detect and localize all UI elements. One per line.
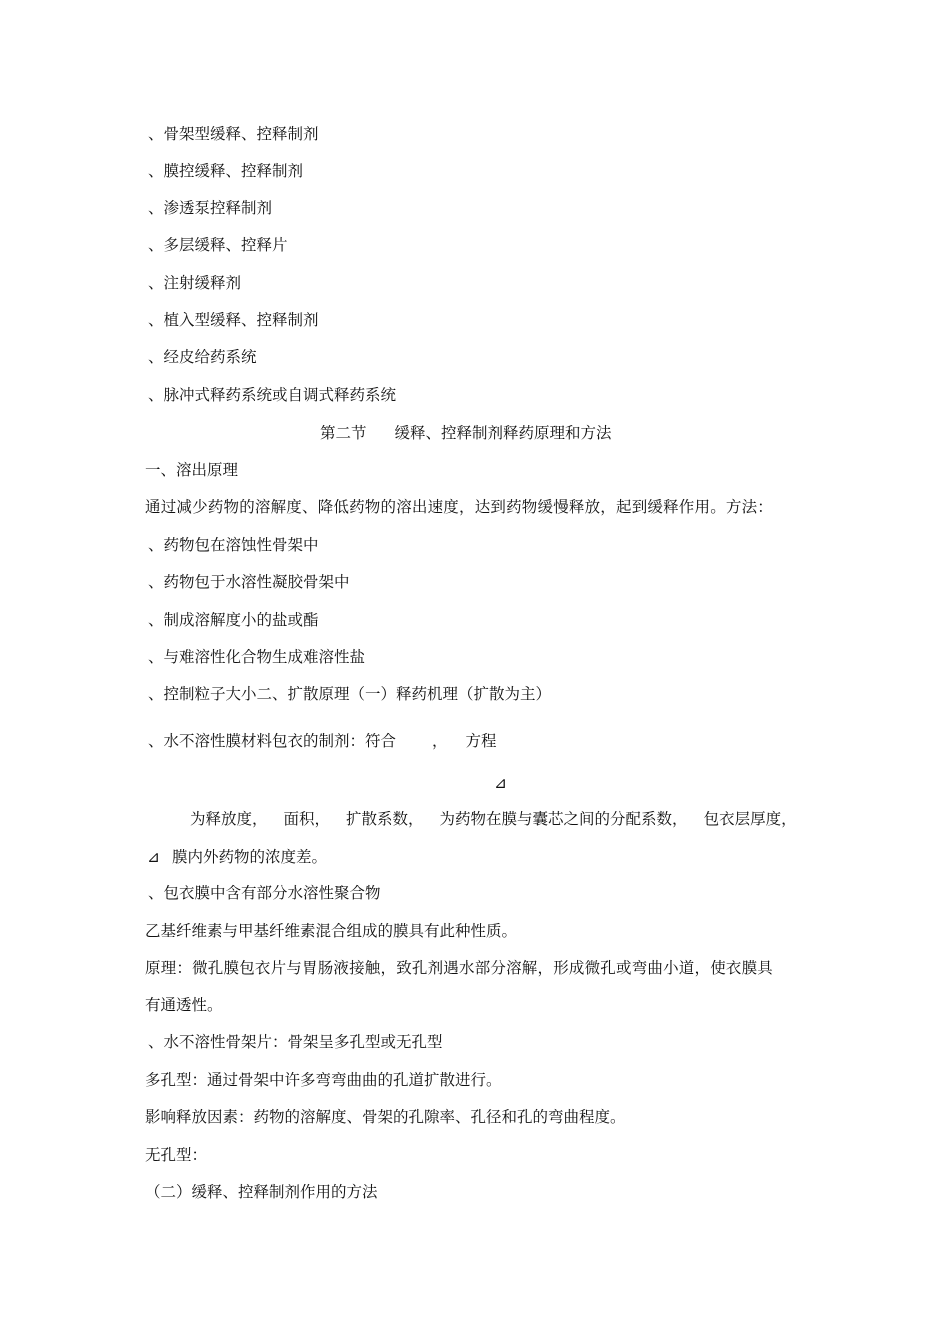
list-item: 、骨架型缓释、控释制剂 xyxy=(148,125,319,143)
paragraph: 乙基纤维素与甲基纤维素混合组成的膜具有此种性质。 xyxy=(145,922,518,940)
list-item: 、膜控缓释、控释制剂 xyxy=(148,162,304,180)
formula-symbol: ⊿ xyxy=(494,774,507,792)
definition-partition: 为药物在膜与囊芯之间的分配系数， xyxy=(439,810,688,828)
formula-definitions-cont xyxy=(147,847,327,867)
definition-thickness: 包衣层厚度， xyxy=(703,810,797,828)
delta-symbol: ⊿ xyxy=(147,848,160,866)
list-item: 、多层缓释、控释片 xyxy=(148,236,288,254)
list-item: 、制成溶解度小的盐或酯 xyxy=(148,611,319,629)
definition-concentration: 膜内外药物的浓度差。 xyxy=(172,848,328,866)
subsection-heading: （二）缓释、控释制剂作用的方法 xyxy=(145,1183,378,1201)
paragraph: 有通透性。 xyxy=(145,996,223,1014)
paragraph: 通过减少药物的溶解度、降低药物的溶出速度，达到药物缓慢释放，起到缓释作用。方法： xyxy=(145,498,774,516)
list-item: 、药物包在溶蚀性骨架中 xyxy=(148,536,319,554)
list-item: 、包衣膜中含有部分水溶性聚合物 xyxy=(148,884,381,902)
list-item: 、水不溶性骨架片：骨架呈多孔型或无孔型 xyxy=(148,1033,443,1051)
list-item: 、脉冲式释药系统或自调式释药系统 xyxy=(148,386,397,404)
list-item: 、药物包于水溶性凝胶骨架中 xyxy=(148,573,350,591)
list-item: 、注射缓释剂 xyxy=(148,274,242,292)
section-number: 第二节 xyxy=(320,424,367,442)
subsection-heading: 一、溶出原理 xyxy=(145,461,239,479)
definition-release: 为释放度， xyxy=(190,810,268,828)
list-item: 、控制粒子大小二、扩散原理（一）释药机理（扩散为主） xyxy=(148,685,552,703)
paragraph: 影响释放因素：药物的溶解度、骨架的孔隙率、孔径和孔的弯曲程度。 xyxy=(145,1108,626,1126)
list-item xyxy=(148,731,497,751)
list-item: 、经皮给药系统 xyxy=(148,348,257,366)
section-title xyxy=(320,423,612,443)
coated-text: 、水不溶性膜材料包衣的制剂：符合 xyxy=(148,732,397,750)
paragraph: 无孔型： xyxy=(145,1146,208,1164)
paragraph: 原理：微孔膜包衣片与胃肠液接触，致孔剂遇水部分溶解，形成微孔或弯曲小道，使衣膜具 xyxy=(145,959,774,977)
definition-area: 面积， xyxy=(283,810,331,828)
comma: ， xyxy=(432,732,448,750)
paragraph: 多孔型：通过骨架中许多弯弯曲曲的孔道扩散进行。 xyxy=(145,1071,502,1089)
section-title-text: 缓释、控释制剂释药原理和方法 xyxy=(394,424,612,442)
list-item: 、渗透泵控释制剂 xyxy=(148,199,273,217)
definition-diffusion: 扩散系数， xyxy=(346,810,424,828)
list-item: 、与难溶性化合物生成难溶性盐 xyxy=(148,648,366,666)
formula-definitions xyxy=(190,809,797,829)
list-item: 、植入型缓释、控释制剂 xyxy=(148,311,319,329)
equation-label: 方程 xyxy=(465,732,497,750)
